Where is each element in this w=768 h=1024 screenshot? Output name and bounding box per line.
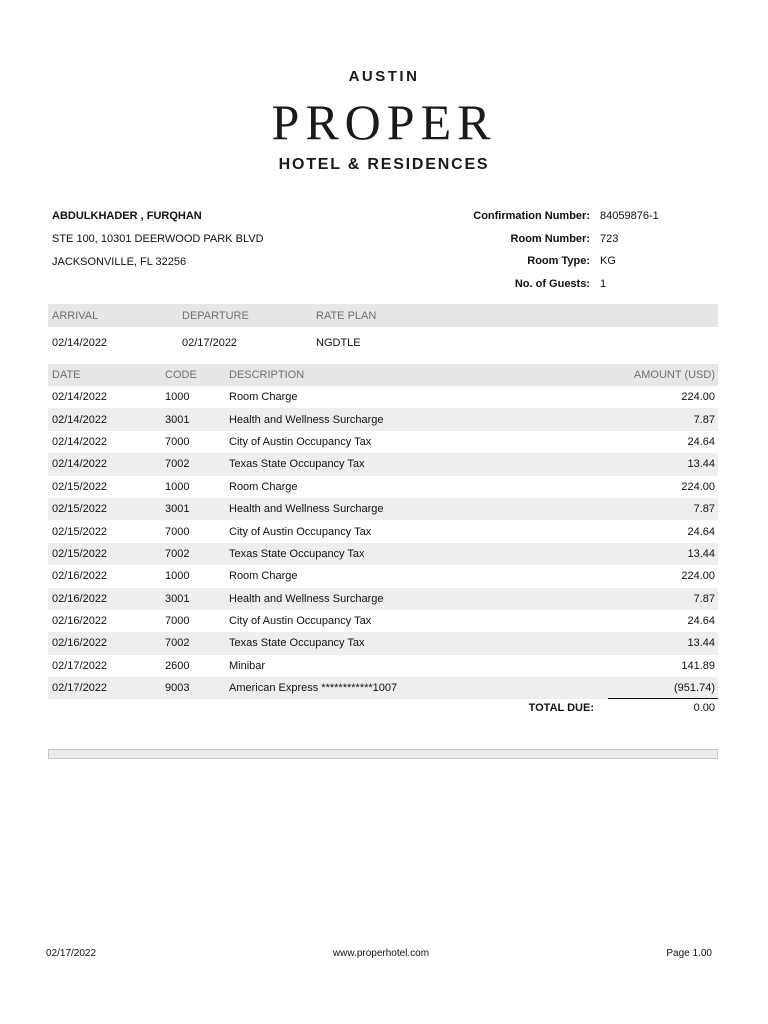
- table-row: [48, 453, 718, 475]
- row-date: 02/15/2022: [52, 503, 108, 516]
- transactions-header: [48, 364, 718, 386]
- table-row: [48, 476, 718, 498]
- row-date: 02/14/2022: [52, 391, 108, 404]
- guest-count-value: 1: [600, 277, 607, 290]
- departure-header: DEPARTURE: [182, 309, 249, 322]
- rate-plan: NGDTLE: [316, 337, 361, 349]
- row-description: Health and Wellness Surcharge: [229, 413, 384, 426]
- code-column-header: CODE: [165, 369, 197, 381]
- row-date: 02/16/2022: [52, 570, 108, 583]
- room-number-row: [430, 233, 720, 256]
- row-description: Room Charge: [229, 480, 298, 493]
- row-date: 02/17/2022: [52, 682, 108, 695]
- row-amount: 24.64: [687, 525, 715, 538]
- confirmation-number-value: 84059876-1: [600, 210, 659, 222]
- row-amount: 7.87: [693, 503, 715, 516]
- row-description: Texas State Occupancy Tax: [229, 547, 365, 560]
- room-number-label: Room Number:: [510, 232, 590, 245]
- guest-address-line-2: JACKSONVILLE, FL 32256: [52, 256, 187, 268]
- row-date: 02/14/2022: [52, 435, 108, 448]
- row-date: 02/16/2022: [52, 637, 108, 650]
- table-row: [48, 610, 718, 632]
- row-description: Room Charge: [229, 570, 298, 583]
- row-code: 7002: [165, 547, 190, 560]
- logo-subtitle: HOTEL & RESIDENCES: [278, 156, 490, 173]
- total-due-value: 0.00: [608, 698, 718, 718]
- row-date: 02/17/2022: [52, 659, 108, 672]
- total-due-label: TOTAL DUE:: [528, 702, 594, 714]
- row-code: 2600: [165, 659, 190, 672]
- row-code: 1000: [165, 391, 190, 404]
- row-amount: 13.44: [687, 637, 715, 650]
- row-description: Texas State Occupancy Tax: [229, 637, 365, 650]
- row-amount: 13.44: [687, 547, 715, 560]
- guest-name: ABDULKHADER , FURQHAN: [52, 210, 202, 222]
- arrival-date: 02/14/2022: [52, 337, 108, 349]
- guest-count-label: No. of Guests:: [514, 277, 590, 290]
- footer-date: 02/17/2022: [46, 948, 97, 959]
- transactions-table: [48, 386, 718, 699]
- row-amount: 224.00: [681, 570, 715, 583]
- room-type-row: [430, 255, 720, 278]
- row-date: 02/15/2022: [52, 547, 108, 560]
- row-amount: 24.64: [687, 615, 715, 628]
- row-description: American Express ************1007: [229, 682, 398, 695]
- total-due-row: [48, 698, 718, 718]
- row-code: 3001: [165, 413, 190, 426]
- amount-column-header: AMOUNT (USD): [633, 369, 715, 381]
- row-description: City of Austin Occupancy Tax: [229, 525, 372, 538]
- page-footer: [46, 948, 716, 962]
- row-code: 3001: [165, 503, 190, 516]
- row-description: Health and Wellness Surcharge: [229, 503, 384, 516]
- departure-date: 02/17/2022: [182, 337, 238, 349]
- row-date: 02/16/2022: [52, 615, 108, 628]
- section-divider-bar: [48, 749, 718, 759]
- row-description: City of Austin Occupancy Tax: [229, 435, 372, 448]
- row-code: 9003: [165, 682, 190, 695]
- row-code: 7000: [165, 435, 190, 448]
- guest-address-block: [52, 210, 264, 279]
- room-number-value: 723: [600, 232, 619, 245]
- table-row: [48, 565, 718, 587]
- row-description: Texas State Occupancy Tax: [229, 458, 365, 471]
- row-date: 02/15/2022: [52, 525, 108, 538]
- footer-page-number: Page 1.00: [666, 948, 712, 959]
- row-date: 02/16/2022: [52, 592, 108, 605]
- row-amount: 24.64: [687, 435, 715, 448]
- table-row: [48, 632, 718, 654]
- guest-count-row: [430, 278, 720, 301]
- row-date: 02/14/2022: [52, 413, 108, 426]
- table-row: [48, 543, 718, 565]
- row-code: 7002: [165, 458, 190, 471]
- row-amount: 224.00: [681, 480, 715, 493]
- logo-wordmark: PROPER: [271, 94, 497, 150]
- table-row: [48, 408, 718, 430]
- logo-city: AUSTIN: [348, 68, 420, 85]
- stay-header: [48, 304, 718, 327]
- row-description: City of Austin Occupancy Tax: [229, 615, 372, 628]
- table-row: [48, 386, 718, 408]
- row-code: 1000: [165, 480, 190, 493]
- room-type-value: KG: [600, 255, 616, 267]
- room-type-label: Room Type:: [527, 255, 590, 267]
- table-row: [48, 431, 718, 453]
- row-amount: 224.00: [681, 391, 715, 404]
- row-amount: (951.74): [674, 682, 715, 695]
- row-amount: 13.44: [687, 458, 715, 471]
- row-date: 02/15/2022: [52, 480, 108, 493]
- table-row: [48, 498, 718, 520]
- row-date: 02/14/2022: [52, 458, 108, 471]
- stay-values: [48, 336, 718, 350]
- confirmation-number-label: Confirmation Number:: [473, 210, 590, 222]
- row-amount: 141.89: [681, 659, 715, 672]
- row-description: Health and Wellness Surcharge: [229, 592, 384, 605]
- date-column-header: DATE: [52, 369, 81, 381]
- guest-address-line-1: STE 100, 10301 DEERWOOD PARK BLVD: [52, 233, 264, 245]
- table-row: [48, 588, 718, 610]
- row-description: Room Charge: [229, 391, 298, 404]
- row-code: 7002: [165, 637, 190, 650]
- rate-plan-header: RATE PLAN: [316, 309, 377, 322]
- footer-website-link[interactable]: www.properhotel.com: [332, 948, 430, 959]
- description-column-header: DESCRIPTION: [229, 369, 305, 381]
- confirmation-number-row: [430, 210, 720, 233]
- table-row: [48, 677, 718, 699]
- row-code: 3001: [165, 592, 190, 605]
- table-row: [48, 520, 718, 542]
- arrival-header: ARRIVAL: [52, 309, 99, 322]
- row-code: 7000: [165, 525, 190, 538]
- row-amount: 7.87: [693, 413, 715, 426]
- row-code: 1000: [165, 570, 190, 583]
- table-row: [48, 655, 718, 677]
- reservation-details: [430, 210, 720, 300]
- row-amount: 7.87: [693, 592, 715, 605]
- row-code: 7000: [165, 615, 190, 628]
- row-description: Minibar: [229, 659, 266, 672]
